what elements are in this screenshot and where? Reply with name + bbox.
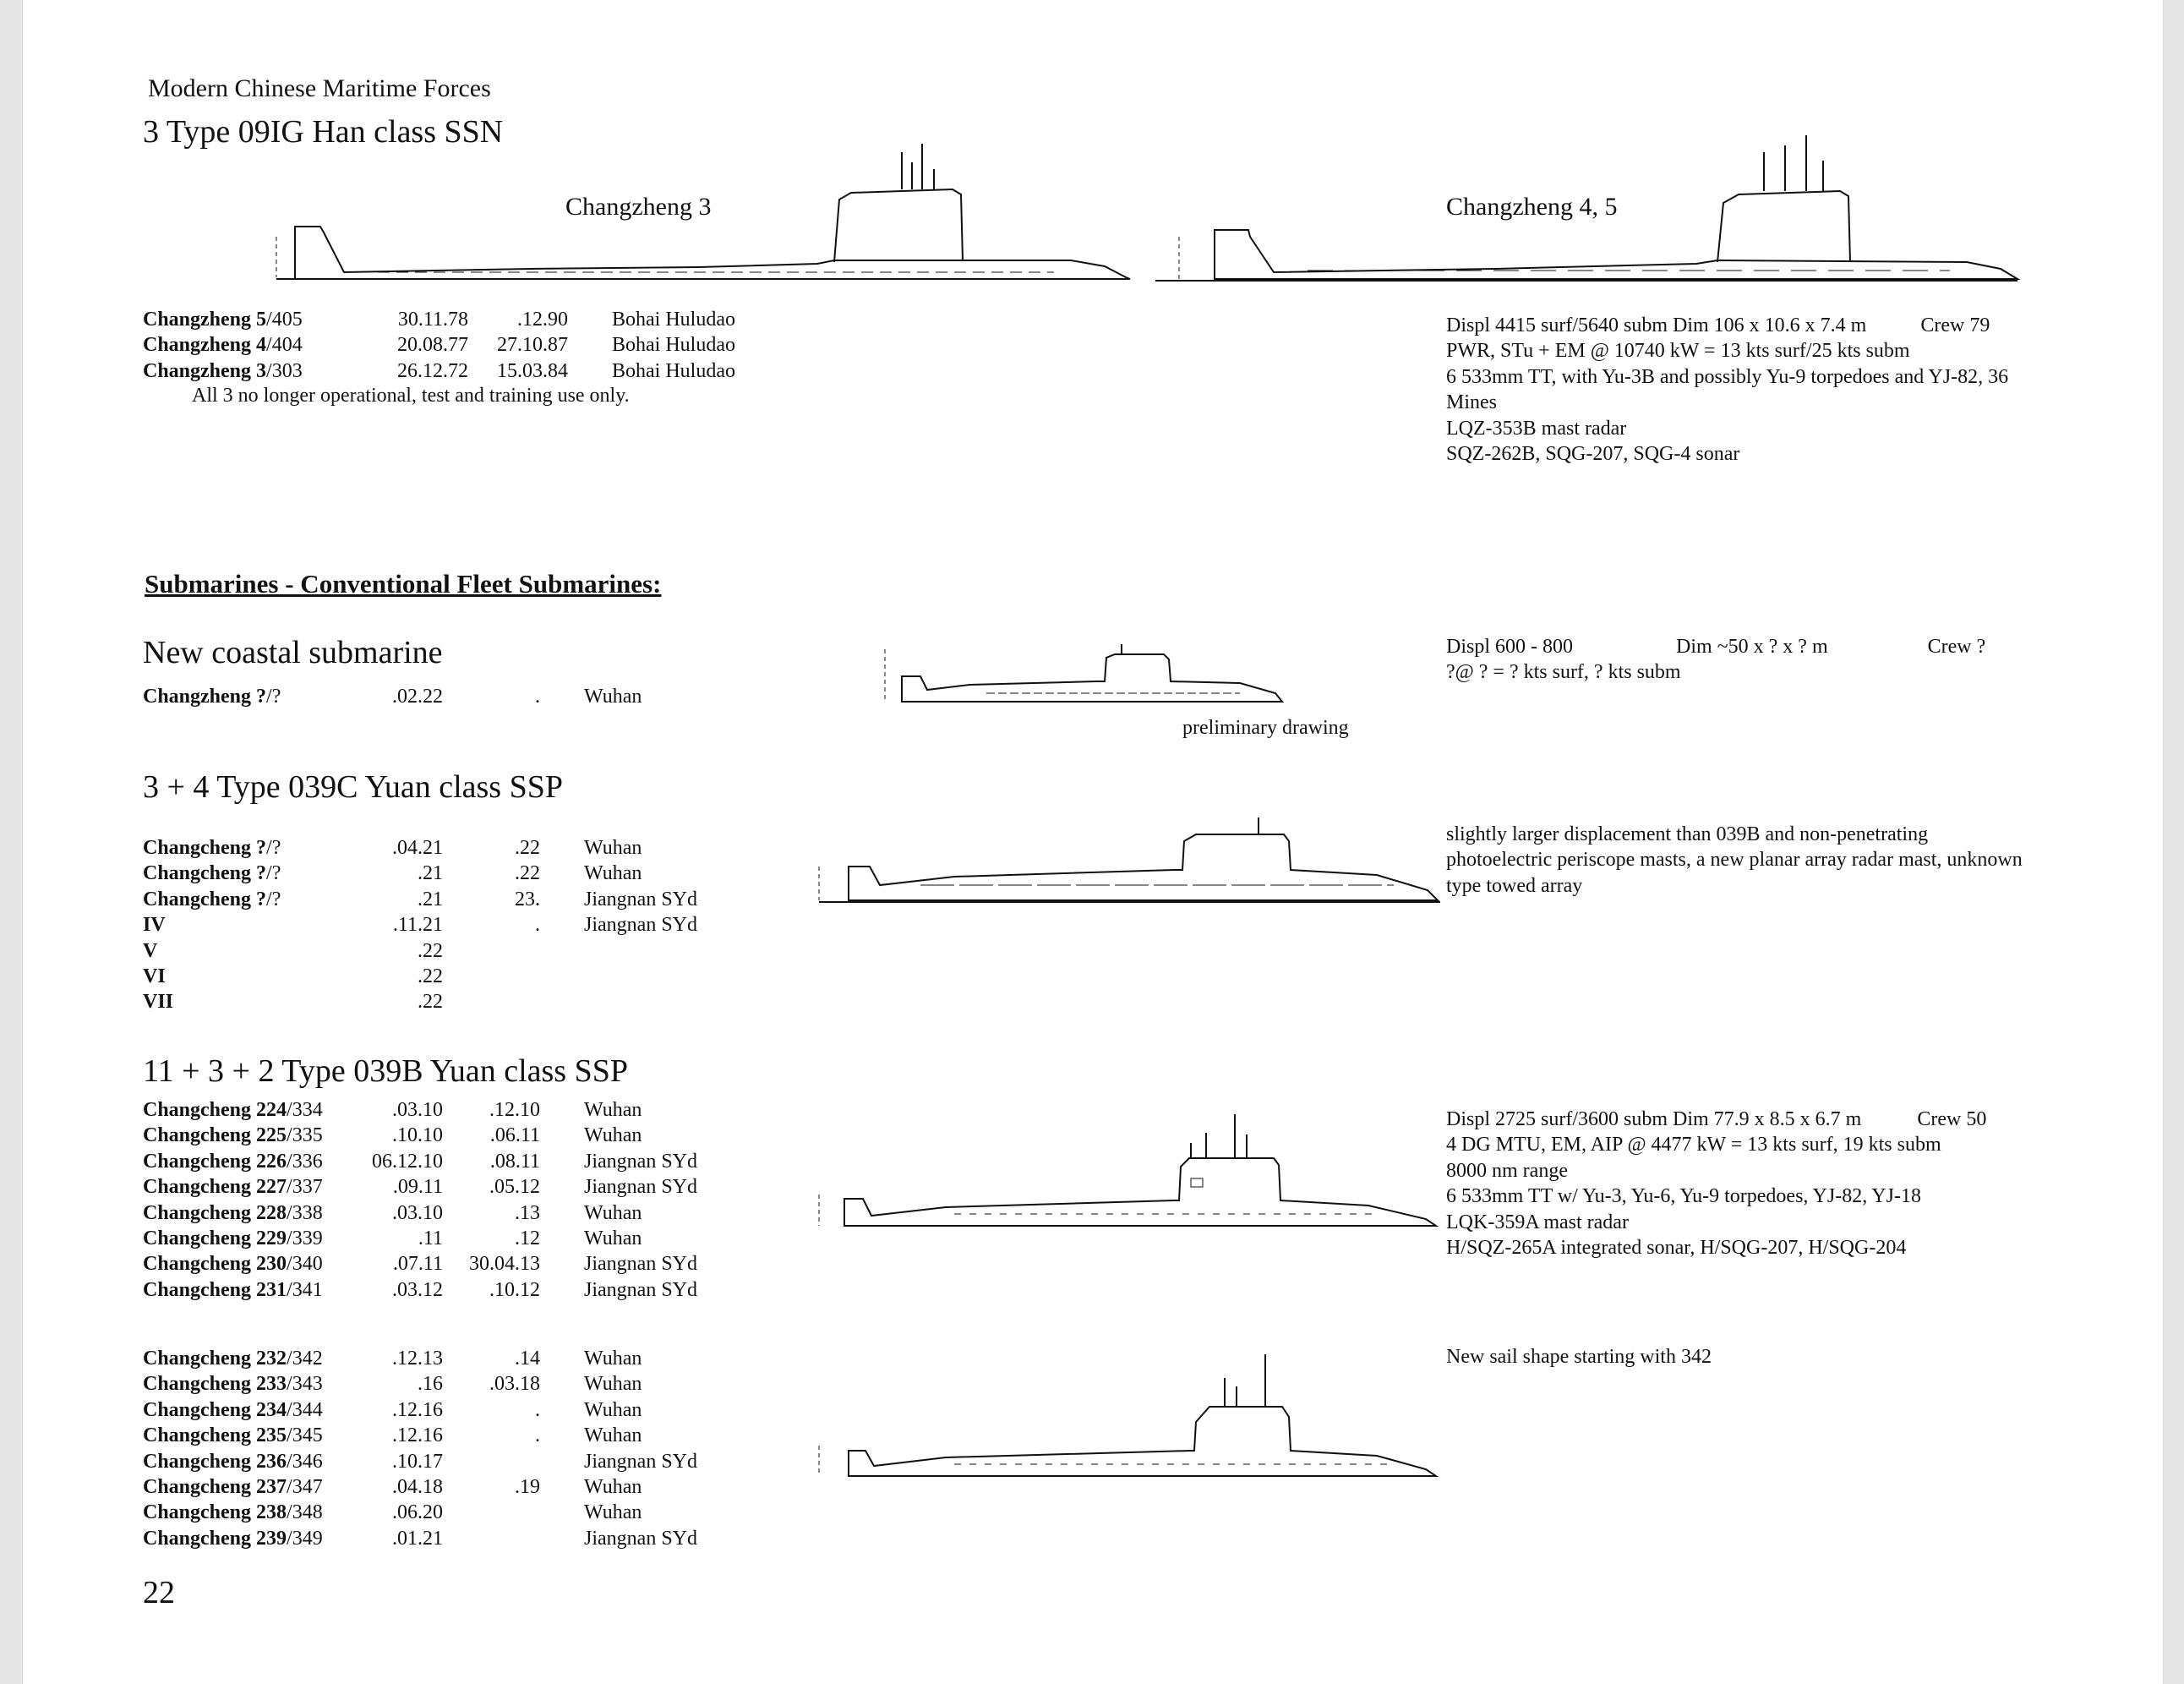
spec-armament-cont: Mines (1446, 391, 1497, 414)
boat-pennant: /340 (287, 1253, 323, 1276)
shipyard: Bohai Huludao (612, 359, 735, 382)
han-class-drawing-changzheng-3 (276, 127, 1130, 283)
commission-date: .19 (515, 1476, 540, 1499)
laid-down-date: 26.12.72 (397, 359, 468, 382)
boat-name: Changcheng ? (143, 837, 267, 859)
table-row (143, 1149, 753, 1174)
commission-date: .12.90 (517, 309, 568, 331)
spec-displacement: Displ 600 - 800 (1446, 636, 1573, 658)
boat-name: Changcheng ? (143, 888, 267, 910)
table-row (143, 1500, 753, 1525)
boat-pennant: /? (266, 862, 281, 885)
table-row (143, 835, 753, 861)
laid-down-date: .11.21 (392, 914, 443, 937)
commission-date (443, 938, 540, 964)
commission-date: .13 (515, 1201, 540, 1224)
note-line: slightly larger displacement than 039B and non-penetrating (1446, 823, 1929, 845)
boat-pennant: /405 (266, 309, 303, 331)
boat-name: Changcheng 239 (143, 1527, 287, 1550)
laid-down-date: .06.20 (392, 1501, 443, 1524)
laid-down-date: .11 (418, 1227, 443, 1250)
boat-pennant: /341 (287, 1278, 323, 1301)
commission-date: 30.04.13 (469, 1253, 540, 1276)
boat-pennant: /344 (287, 1398, 323, 1421)
table-row (143, 1277, 753, 1303)
laid-down-date: .22 (418, 991, 443, 1014)
spec-crew: Crew 50 (1917, 1108, 1987, 1130)
boat-name: IV (143, 914, 166, 937)
han-class-specifications (1446, 313, 2008, 467)
shipyard: Jiangnan SYd (584, 1176, 697, 1199)
shipyard: Wuhan (584, 1348, 642, 1370)
boat-name: Changcheng ? (143, 862, 267, 885)
boat-name: Changcheng 229 (143, 1227, 287, 1250)
table-row (143, 1174, 753, 1200)
commission-date: .03.18 (489, 1373, 540, 1396)
commission-date: . (535, 1398, 540, 1421)
table-row (143, 1449, 753, 1474)
han-drawing2-caption: Changzheng 4, 5 (1446, 193, 1618, 221)
table-row (143, 684, 753, 709)
yuan-039c-notes (1446, 822, 2023, 899)
shipyard: Jiangnan SYd (584, 914, 697, 937)
shipyard: Wuhan (584, 1099, 642, 1121)
shipyard: Jiangnan SYd (584, 1253, 697, 1276)
spec-crew: Crew 79 (1920, 314, 1990, 336)
laid-down-date: .21 (418, 862, 443, 885)
yuan-039b-boat-table-2 (143, 1346, 753, 1551)
table-row (143, 1346, 753, 1371)
laid-down-date: .07.11 (392, 1253, 443, 1276)
table-row (143, 1226, 753, 1251)
boat-pennant: /303 (266, 359, 303, 382)
commission-date: .22 (515, 862, 540, 885)
laid-down-date: .10.17 (392, 1450, 443, 1473)
shipyard: Jiangnan SYd (584, 1278, 697, 1301)
shipyard: Jiangnan SYd (584, 1527, 697, 1550)
shipyard (540, 989, 753, 1014)
yuan-039b-specifications (1446, 1107, 1986, 1260)
table-row (143, 1123, 753, 1148)
commission-date (443, 1526, 540, 1551)
boat-name: V (143, 939, 158, 962)
shipyard: Wuhan (584, 1501, 642, 1524)
shipyard: Bohai Huludao (612, 334, 735, 357)
boat-name: Changcheng 230 (143, 1253, 287, 1276)
boat-name: Changzheng 4 (143, 334, 267, 357)
boat-name: Changcheng 225 (143, 1124, 287, 1147)
boat-pennant: /346 (287, 1450, 323, 1473)
coastal-sub-drawing (885, 641, 1291, 707)
laid-down-date: .12.13 (392, 1348, 443, 1370)
laid-down-date: .02.22 (392, 686, 443, 708)
table-row (143, 1526, 753, 1551)
spec-propulsion: PWR, STu + EM @ 10740 kW = 13 kts surf/25 kts subm (1446, 340, 1910, 363)
boat-name: Changzheng 5 (143, 309, 267, 331)
boat-name: Changzheng ? (143, 686, 267, 708)
page-number: 22 (143, 1575, 175, 1610)
yuan-039b-drawing (819, 1114, 1440, 1233)
note-line: type towed array (1446, 874, 1583, 897)
yuan-039c-boat-table (143, 835, 753, 1015)
commission-date: .06.11 (489, 1124, 540, 1147)
boat-name: Changcheng 232 (143, 1348, 287, 1370)
han-class-drawing-changzheng-4-5 (1155, 127, 2017, 283)
commission-date: . (535, 686, 540, 708)
boat-pennant: /? (266, 888, 281, 910)
commission-date: 27.10.87 (497, 334, 568, 357)
yuan-039c-title: 3 + 4 Type 039C Yuan class SSP (143, 769, 563, 805)
shipyard: Wuhan (584, 1124, 642, 1147)
boat-pennant: /343 (287, 1373, 323, 1396)
boat-name: Changcheng 227 (143, 1176, 287, 1199)
han-drawing1-caption: Changzheng 3 (565, 193, 712, 221)
yuan-039b-title: 11 + 3 + 2 Type 039B Yuan class SSP (143, 1053, 628, 1089)
han-class-boat-table (143, 307, 781, 384)
yuan-039c-drawing (819, 816, 1440, 907)
yuan-039b-late-drawing (819, 1353, 1440, 1479)
spec-displacement-dimensions: Displ 4415 surf/5640 subm Dim 106 x 10.6 x 7.4 m (1446, 314, 1867, 336)
spec-radar: LQK-359A mast radar (1446, 1211, 1629, 1233)
table-row (143, 1371, 753, 1397)
laid-down-date: .03.12 (392, 1278, 443, 1301)
commission-date: .10.12 (489, 1278, 540, 1301)
boat-pennant: /335 (287, 1124, 323, 1147)
boat-name: Changcheng 237 (143, 1476, 287, 1499)
boat-name: VII (143, 991, 174, 1014)
commission-date (443, 989, 540, 1014)
table-row (143, 964, 753, 989)
boat-name: Changcheng 238 (143, 1501, 287, 1524)
spec-sonar: H/SQZ-265A integrated sonar, H/SQG-207, H/SQG-204 (1446, 1237, 1907, 1260)
shipyard: Wuhan (584, 862, 642, 885)
boat-name: Changcheng 233 (143, 1373, 287, 1396)
shipyard: Wuhan (584, 1373, 642, 1396)
commission-date: .08.11 (489, 1150, 540, 1173)
laid-down-date: .09.11 (392, 1176, 443, 1199)
table-row (143, 1474, 753, 1500)
boat-pennant: /345 (287, 1424, 323, 1447)
boat-name: VI (143, 965, 166, 988)
boat-pennant: /? (266, 837, 281, 859)
shipyard (540, 964, 753, 989)
commission-date (443, 964, 540, 989)
laid-down-date: .12.16 (392, 1424, 443, 1447)
document-page (22, 0, 2164, 1684)
boat-pennant: /337 (287, 1176, 323, 1199)
coastal-sub-drawing-caption: preliminary drawing (1182, 717, 1349, 739)
table-row (143, 1251, 753, 1277)
spec-armament: 6 533mm TT w/ Yu-3, Yu-6, Yu-9 torpedoes, YJ-82, YJ-18 (1446, 1185, 1921, 1208)
boat-pennant: /348 (287, 1501, 323, 1524)
commission-date: .05.12 (489, 1176, 540, 1199)
table-row (143, 887, 753, 912)
shipyard: Jiangnan SYd (584, 1150, 697, 1173)
table-row (143, 1397, 753, 1423)
boat-pennant: /336 (287, 1150, 323, 1173)
laid-down-date: .22 (418, 965, 443, 988)
spec-radar: LQZ-353B mast radar (1446, 417, 1627, 440)
commission-date (443, 1500, 540, 1525)
table-row (143, 861, 753, 886)
shipyard: Wuhan (584, 1227, 642, 1250)
spec-propulsion: ?@ ? = ? kts surf, ? kts subm (1446, 661, 1681, 684)
table-row (143, 307, 781, 332)
boat-name: Changzheng 3 (143, 359, 267, 382)
boat-pennant: /338 (287, 1201, 323, 1224)
laid-down-date: .16 (418, 1373, 443, 1396)
shipyard: Wuhan (584, 1398, 642, 1421)
commission-date: .14 (515, 1348, 540, 1370)
boat-pennant: /347 (287, 1476, 323, 1499)
section-heading: Submarines - Conventional Fleet Submarines: (145, 569, 662, 599)
laid-down-date: .10.10 (392, 1124, 443, 1147)
laid-down-date: 30.11.78 (397, 309, 468, 331)
spec-propulsion: 4 DG MTU, EM, AIP @ 4477 kW = 13 kts surf, 19 kts subm (1446, 1134, 1941, 1156)
boat-pennant: /349 (287, 1527, 323, 1550)
table-row (143, 912, 753, 938)
boat-name: Changcheng 226 (143, 1150, 287, 1173)
boat-pennant: /404 (266, 334, 303, 357)
laid-down-date: .03.10 (392, 1099, 443, 1121)
commission-date: .12.10 (489, 1099, 540, 1121)
shipyard: Jiangnan SYd (584, 1450, 697, 1473)
boat-pennant: /? (266, 686, 281, 708)
shipyard: Jiangnan SYd (584, 888, 697, 910)
table-row (143, 332, 781, 358)
boat-pennant: /339 (287, 1227, 323, 1250)
commission-date: . (535, 1424, 540, 1447)
note-line: photoelectric periscope masts, a new planar array radar mast, unknown (1446, 849, 2023, 872)
commission-date: .22 (515, 837, 540, 859)
boat-name: Changcheng 228 (143, 1201, 287, 1224)
boat-name: Changcheng 231 (143, 1278, 287, 1301)
shipyard: Wuhan (584, 1424, 642, 1447)
shipyard: Wuhan (584, 837, 642, 859)
shipyard (540, 938, 753, 964)
laid-down-date: .21 (418, 888, 443, 910)
laid-down-date: .03.10 (392, 1201, 443, 1224)
table-row (143, 938, 753, 964)
laid-down-date: .04.21 (392, 837, 443, 859)
han-class-title: 3 Type 09IG Han class SSN (143, 114, 504, 150)
laid-down-date: 20.08.77 (397, 334, 468, 357)
table-row (143, 1423, 753, 1448)
boat-name: Changcheng 224 (143, 1099, 287, 1121)
coastal-sub-specifications (1446, 634, 1985, 686)
laid-down-date: .22 (418, 939, 443, 962)
boat-pennant: /334 (287, 1099, 323, 1121)
coastal-sub-boat-table (143, 684, 753, 709)
boat-name: Changcheng 236 (143, 1450, 287, 1473)
commission-date: . (535, 914, 540, 937)
shipyard: Wuhan (584, 686, 642, 708)
table-row (143, 1097, 753, 1123)
laid-down-date: .04.18 (392, 1476, 443, 1499)
boat-pennant: /342 (287, 1348, 323, 1370)
boat-name: Changcheng 235 (143, 1424, 287, 1447)
table-row (143, 1200, 753, 1226)
coastal-sub-title: New coastal submarine (143, 635, 443, 670)
commission-date: 23. (515, 888, 540, 910)
commission-date (443, 1449, 540, 1474)
publication-title: Modern Chinese Maritime Forces (148, 74, 491, 102)
commission-date: .12 (515, 1227, 540, 1250)
table-row (143, 989, 753, 1014)
shipyard: Bohai Huludao (612, 309, 735, 331)
commission-date: 15.03.84 (497, 359, 568, 382)
spec-sonar: SQZ-262B, SQG-207, SQG-4 sonar (1446, 443, 1740, 466)
shipyard: Wuhan (584, 1476, 642, 1499)
yuan-039b-sail-note: New sail shape starting with 342 (1446, 1346, 1712, 1368)
spec-crew: Crew ? (1927, 636, 1986, 658)
laid-down-date: 06.12.10 (372, 1150, 443, 1173)
spec-dimensions: Dim ~50 x ? x ? m (1676, 636, 1828, 658)
han-class-note: All 3 no longer operational, test and training use only. (192, 385, 630, 407)
shipyard: Wuhan (584, 1201, 642, 1224)
yuan-039b-boat-table (143, 1097, 753, 1303)
spec-displacement-dimensions: Displ 2725 surf/3600 subm Dim 77.9 x 8.5 x 6.7 m (1446, 1108, 1862, 1130)
laid-down-date: .01.21 (392, 1527, 443, 1550)
spec-range: 8000 nm range (1446, 1159, 1568, 1182)
boat-name: Changcheng 234 (143, 1398, 287, 1421)
spec-armament: 6 533mm TT, with Yu-3B and possibly Yu-9 torpedoes and YJ-82, 36 (1446, 365, 2009, 388)
laid-down-date: .12.16 (392, 1398, 443, 1421)
table-row (143, 358, 781, 384)
